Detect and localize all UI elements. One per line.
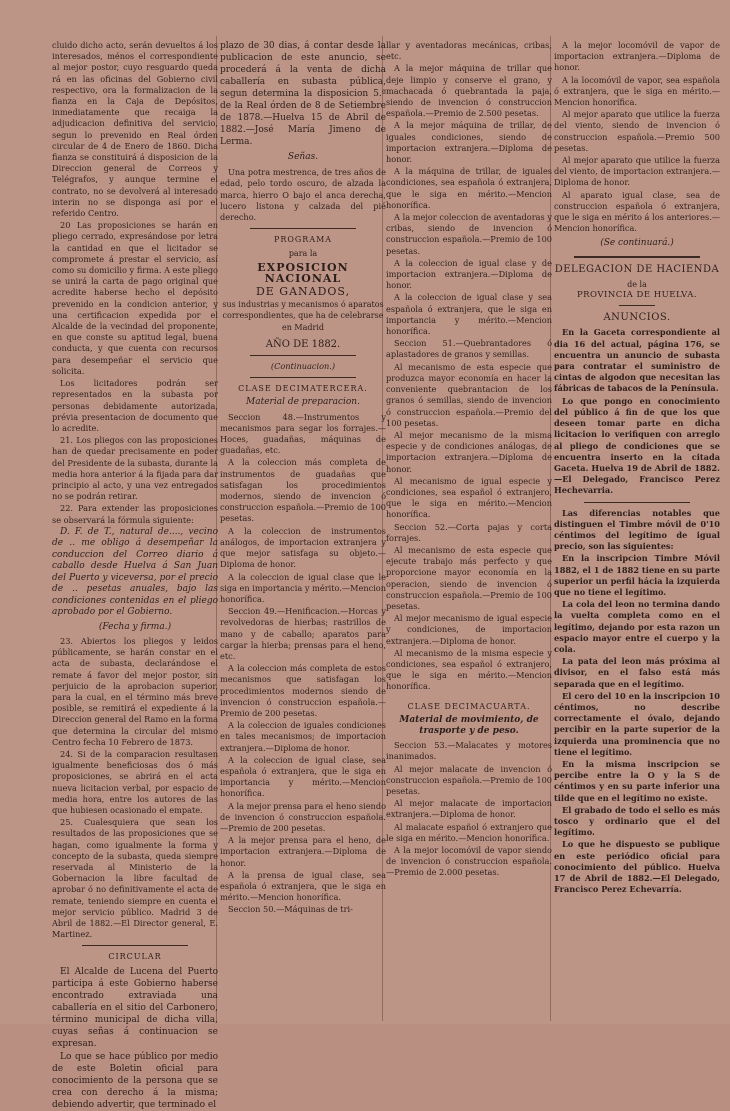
paragraph: Los licitadores podrán ser representados en la subasta por personas debidamente autorizada, prévia presentacion de documento que lo acredite.: [52, 378, 218, 433]
paragraph: Al mejor malacate de importacion extranjera.—Diploma de honor.: [386, 798, 552, 820]
paragraph: plazo de 30 dias, á contar desde la publicacion de este anuncio, se procederá á la venta de dicha caballería en subasta pública, segun determina la disposicion 5.ª de la Real órden de 8 de Setiembre de 1878.—Huelva 15 de Abril de 1882.—José María Jimeno de Lerma.: [220, 41, 386, 147]
divider: [250, 377, 356, 378]
senas-title: Señas.: [287, 152, 319, 162]
paragraph: Al malacate español ó extranjero que le siga en mérito.—Mencion honorífica.: [386, 821, 552, 843]
paragraph: A la mejor prensa para el heno, de importacion extranjera.—Diploma de honor.: [220, 835, 386, 868]
formula-text: D. F. de T., natural de...., vecino de .. me obligo á desempeñar la conduccion del Correo diario á caballo desde Huelva á San Juan del Puerto y viceversa, por el precio de .. pesetas anuales, bajo las condiciones contenidas en el pliego aprobado por el Gobierno.: [52, 526, 218, 618]
material-title: Material de movimiento, de trasporte y de peso.: [399, 714, 539, 736]
paragraph: En la Gaceta correspondiente al dia 16 del actual, página 176, se encuentra un anuncio de subasta para contratar el suministro de cintas de algodon que necesitan las fábricas de tabacos de la Península.: [554, 327, 720, 394]
column-4: [554, 40, 720, 1020]
column-2: [220, 40, 386, 1020]
paragraph: Las diferencias notables que distinguen el Timbre móvil de 0'10 céntimos del legítimo de igual precio, son las siguientes:: [554, 507, 720, 552]
paragraph: A la mejor máquina de trillar, de iguales condiciones, siendo de importacion extranjera.—Diploma de honor.: [386, 120, 552, 165]
paragraph: Al mecanismo de igual especie y condiciones, sea español ó extranjero, que le siga en mérito.—Mencion honorífica.: [386, 475, 552, 520]
signature-line: (Fecha y firma.): [98, 621, 172, 632]
provincia-title: PROVINCIA DE HUELVA.: [576, 290, 698, 301]
paragraph: En la inscripcion Timbre Móvil 1882, el 1 de 1882 tiene en su parte superior un perfil hácia la izquierda que no tiene el legítimo.: [554, 553, 720, 597]
circular-title: CIRCULAR: [108, 952, 162, 962]
clase-title: CLASE DECIMACUARTA.: [407, 701, 531, 711]
paragraph: A la coleccion de instrumentos análogos, de importacion extranjera y que mejor satisfaga su objeto.—Diploma de honor.: [220, 525, 386, 570]
paragraph: Al mejor malacate de invencion ó construccion española.—Premio de 100 pesetas.: [386, 763, 552, 796]
paragraph: Seccion 50.—Máquinas de tri-: [228, 904, 353, 915]
paragraph: A la coleccion de igual clase y de importacion extranjera.—Diploma de honor.: [386, 257, 552, 291]
paragraph: 20 Las proposiciones se harán en pliego cerrado, expresándose por letra la cantidad en que el licitador se compromete á prestar el servicio, así como su domicilio y firma. A este pliego se unirá la carta de pago original que acredite haberse hecho el depósito prevenido en la condicion anterior, y una certificacion expedida por el Alcalde de la vecindad del proponente, en que conste su aptitud legal, buena conducta, y que cuenta con recursos para desempeñar el servicio que solicita.: [52, 220, 218, 376]
exposicion-title: EXPOSICION NACIONAL: [257, 260, 349, 285]
paragraph: A la mejor coleccion de aventadoras y cribas, siendo de invencion ó construccion española.—Premio de 100 pesetas.: [386, 212, 552, 256]
paragraph: 23. Abiertos los pliegos y leidos públicamente, se harán constar en el acta de subasta, declarándose el remate á favor del mejor postor, sin perjuicio de la aprobacion superior, para la cual, en el término más breve posible, se remitirá el expediente á la Direccion general del Ramo en la forma que determina la circular del mismo Centro fecha 10 Febrero de 1873.: [52, 635, 218, 747]
paragraph: Seccion 52.—Corta pajas y corta forrajes.: [386, 521, 552, 543]
paragraph: A la locomóvil de vapor, sea española ó extranjera, que le siga en mérito.—Mencion honorífica.: [554, 74, 720, 108]
divider: [619, 305, 655, 306]
clase-title: CLASE DECIMATERCERA.: [238, 384, 368, 394]
paragraph: 25. Cualesquiera que sean los resultados de las proposiciones que se hagan, como igualmente la forma y concepto de la subasta, queda siempre reservada al Ministerio de la Gobernacion la libre facultad de aprobar ó no definitivamente el acta de remate, teniendo siempre en cuenta el mejor servicio público. Madrid 3 de Abril de 1882.—El Director general, E. Martinez.: [52, 817, 218, 940]
paragraph: Al mejor mecanismo de la misma especie y de condiciones análogas, de importacion extranjera.—Diploma de honor.: [386, 429, 552, 474]
column-1: [52, 40, 218, 1110]
de-la: de la: [627, 279, 647, 289]
paragraph: La pata del leon más próxima al divisor, en el falso está más separada que en el legítimo.: [554, 656, 720, 689]
paragraph: 24. Si de la comparacion resultasen igualmente beneficiosas dos ó más proposiciones, se abrirá en el acta nueva licitacion verbal, por espacio de media hora, entre los autores de las que hubiesen ocasionado el empate.: [52, 748, 218, 815]
industrias-subtitle: sus industrias y mecanismos ó aparatos correspondientes, que ha de celebrarse en Madrid: [222, 300, 384, 332]
paragraph: Al mejor aparato que utilice la fuerza del viento, siendo de invencion ó construccion española.—Premio 500 pesetas.: [554, 109, 720, 153]
paragraph: Seccion 51.—Quebrantadores ó aplastadores de granos y semillas.: [386, 338, 552, 360]
paragraph: A la coleccion de igual clase, sea española ó extranjera, que le siga en importancia y mérito.—Mencion honorífica.: [220, 754, 386, 799]
para-la: para la: [288, 249, 318, 259]
divider: [82, 945, 188, 946]
paragraph: Lo que pongo en conocimiento del público á fin de que los que deseen tomar parte en dicha licitacion lo verifiquen con arreglo al pliego de condiciones que se encuentra inserto en la citada Gaceta. Huelva 19 de Abril de 1882.—El Delegado, Francisco Perez Hechevarria.: [554, 395, 720, 496]
paragraph: A la coleccion de iguales condiciones en tales mecanismos; de importacion extranjera.—Diploma de honor.: [220, 720, 386, 753]
paragraph: A la mejor locomóvil de vapor siendo de invencion ó construccion española.—Premio de 2.000 pesetas.: [386, 845, 552, 878]
paragraph: Lo que he dispuesto se publique en este periódico oficial para conocimiento del público. Huelva 17 de Abril de 1882.—El Delegado, Francisco Perez Echevarría.: [554, 839, 720, 895]
paragraph: llar y aventadoras mecánicas, cribas, etc.: [386, 40, 552, 62]
continuara-label: (Se continuará.): [600, 238, 674, 249]
paragraph: 22. Para extender las proposiciones se observará la fórmula siguiente:: [52, 503, 218, 525]
paragraph: El grabado de todo el sello es más tosco y ordinario que el del legítimo.: [554, 804, 720, 838]
paragraph: A la coleccion de igual clase y sea española ó extranjera, que le siga en importancia y mérito.—Mencion honorífica.: [386, 292, 552, 337]
paragraph: Al mecanismo de esta especie que produzca mayor economía en hacer la conveniente quebrantacion de los granos ó semillas, siendo de invencion ó construccion española.—Premio del 100 pesetas.: [386, 361, 552, 428]
delegacion-title: DELEGACION DE HACIENDA: [554, 263, 720, 275]
ganados-title: DE GANADOS,: [255, 285, 351, 299]
programa-title: PROGRAMA: [273, 235, 333, 245]
paragraph: A la coleccion más completa de estos mecanismos que satisfagan los procedimientos modernos siendo de invencion ó construccion española.—Premio de 200 pesetas.: [220, 663, 386, 718]
divider: [574, 256, 700, 258]
column-3: [386, 40, 552, 1020]
paragraph: Seccion 48.—Instrumentos y mecanismos para segar los forrajes.—Hoces, guadañas, máquinas de guadañas, etc.: [220, 411, 386, 456]
material-title: Material de preparacion.: [246, 397, 360, 408]
paragraph: El cero del 10 en la inscripcion 10 céntimos, no describe correctamente el óvalo, dejando percibir en la parte superior de la izquierda una prominencia que no tiene el legítimo.: [554, 690, 720, 757]
paragraph: A la coleccion más completa de instrumentos de guadañas que satisfagan los procedimientos modernos, siendo de invencion ó construccion española.—Premio de 100 pesetas.: [220, 457, 386, 524]
paragraph: A la mejor locomóvil de vapor de importacion extranjera.—Diploma de honor.: [554, 40, 720, 73]
paragraph: Al mecanismo de esta especie que ejecute trabajo más perfecto y que proporcione mayor economía en la operacion, siendo de invencion ó construccion española.—Premio de 100 pesetas.: [386, 544, 552, 611]
paragraph: A la prensa de igual clase, sea española ó extranjera, que le siga en mérito.—Mencion honorífica.: [220, 869, 386, 903]
paragraph: A la coleccion de igual clase que le siga en importancia y mérito.—Mencion honorífica.: [220, 571, 387, 604]
anuncios-title: ANUNCIOS.: [603, 312, 671, 324]
divider: [250, 355, 356, 356]
paragraph: Lo que se hace público por medio de este Boletin oficial para conocimiento de la persona que se crea con derecho á la misma; debiendo advertir, que terminado el: [52, 1051, 218, 1110]
paragraph: El Alcalde de Lucena del Puerto participa á este Gobierno haberse encontrado extraviada una caballería en el sitio del Carbonero, término municipal de dicha villa, cuyas señas á continuacion se expresan.: [52, 966, 218, 1049]
paragraph: Seccion 49.—Henificacion.—Horcas y revolvedoras de hierbas; rastrillos de mano y de caballo; aparatos para cargar la hierba; prensas para el heno, etc.: [220, 606, 386, 661]
paragraph: Una potra mestrenca, de tres años de edad, pelo tordo oscuro, de alzada la marca, hierro O bajo el anca derecha, lucero listona y calzada del pié derecho.: [220, 167, 386, 223]
paragraph: La cola del leon no termina dando la vuelta completa como en el legítimo, dejando por esta razon un espacio mayor entre el cuerpo y la cola.: [554, 599, 720, 654]
divider: [584, 502, 690, 503]
paragraph: 21. Los pliegos con las proposiciones han de quedar precisamente en poder del Presidente de la subasta, durante la media hora anterior á la fijada para dar principio al acto, y una vez entregados no se podrán retirar.: [52, 435, 218, 502]
year-title: AÑO DE 1882.: [265, 338, 341, 350]
paragraph: Al mecanismo de la misma especie y condiciones, sea español ó extranjero, que le siga en mérito.—Mencion honorífica.: [386, 647, 552, 692]
paragraph: En la misma inscripcion se percibe entre la O y la S de céntimos y en su parte inferior una tilde que en el legítimo no existe.: [554, 758, 720, 803]
paragraph: Seccion 53.—Malacates y motores inanimados.: [386, 740, 552, 762]
paragraph: cluido dicho acto, serán devueltos á los interesados, ménos el correspondiente al mejor postor, cuyo resguardo queda rá en las oficinas del Gobierno civil respectivo, ora la formalizacion de la fianza en la Caja de Depósitos, inmediatamente que recaiga la adjudicacion definitiva del servicio, segun lo prevenido en Real órden circular de 4 de Enero de 1860. Dicha fianza se constituirá á disposicion de la Direccion general de Correos y Telégrafos, y aunque termine el contrato, no se devolverá al interesado interin no se disponga así por el referido Centro.: [52, 40, 218, 219]
paragraph: A la mejor máquina de trillar que deje limpio y conserve el grano, y machacada ó quebrantada la paja, siendo de invencion ó construccion española.—Premio de 2.500 pesetas.: [386, 63, 552, 119]
paragraph: Al aparato igual clase, sea de construccion española ó extranjera, que le siga en mérito á los anteriores.—Mencion honorífica.: [554, 189, 720, 234]
paragraph: Al mejor mecanismo de igual especie y condiciones, de importacion extranjera.—Diploma de honor.: [386, 613, 552, 646]
divider: [250, 228, 356, 229]
continuacion-label: (Continuacion.): [270, 361, 336, 372]
paragraph: Al mejor aparato que utilice la fuerza del viento, de importacion extranjera.—Diploma de honor.: [554, 155, 720, 188]
paragraph: A la máquina de trillar, de iguales condiciones, sea española ó extranjera, que le siga en mérito.—Mencion honorífica.: [386, 166, 552, 210]
paragraph: A la mejor prensa para el heno siendo de invencion ó construccion española.—Premio de 200 pesetas.: [220, 800, 386, 833]
